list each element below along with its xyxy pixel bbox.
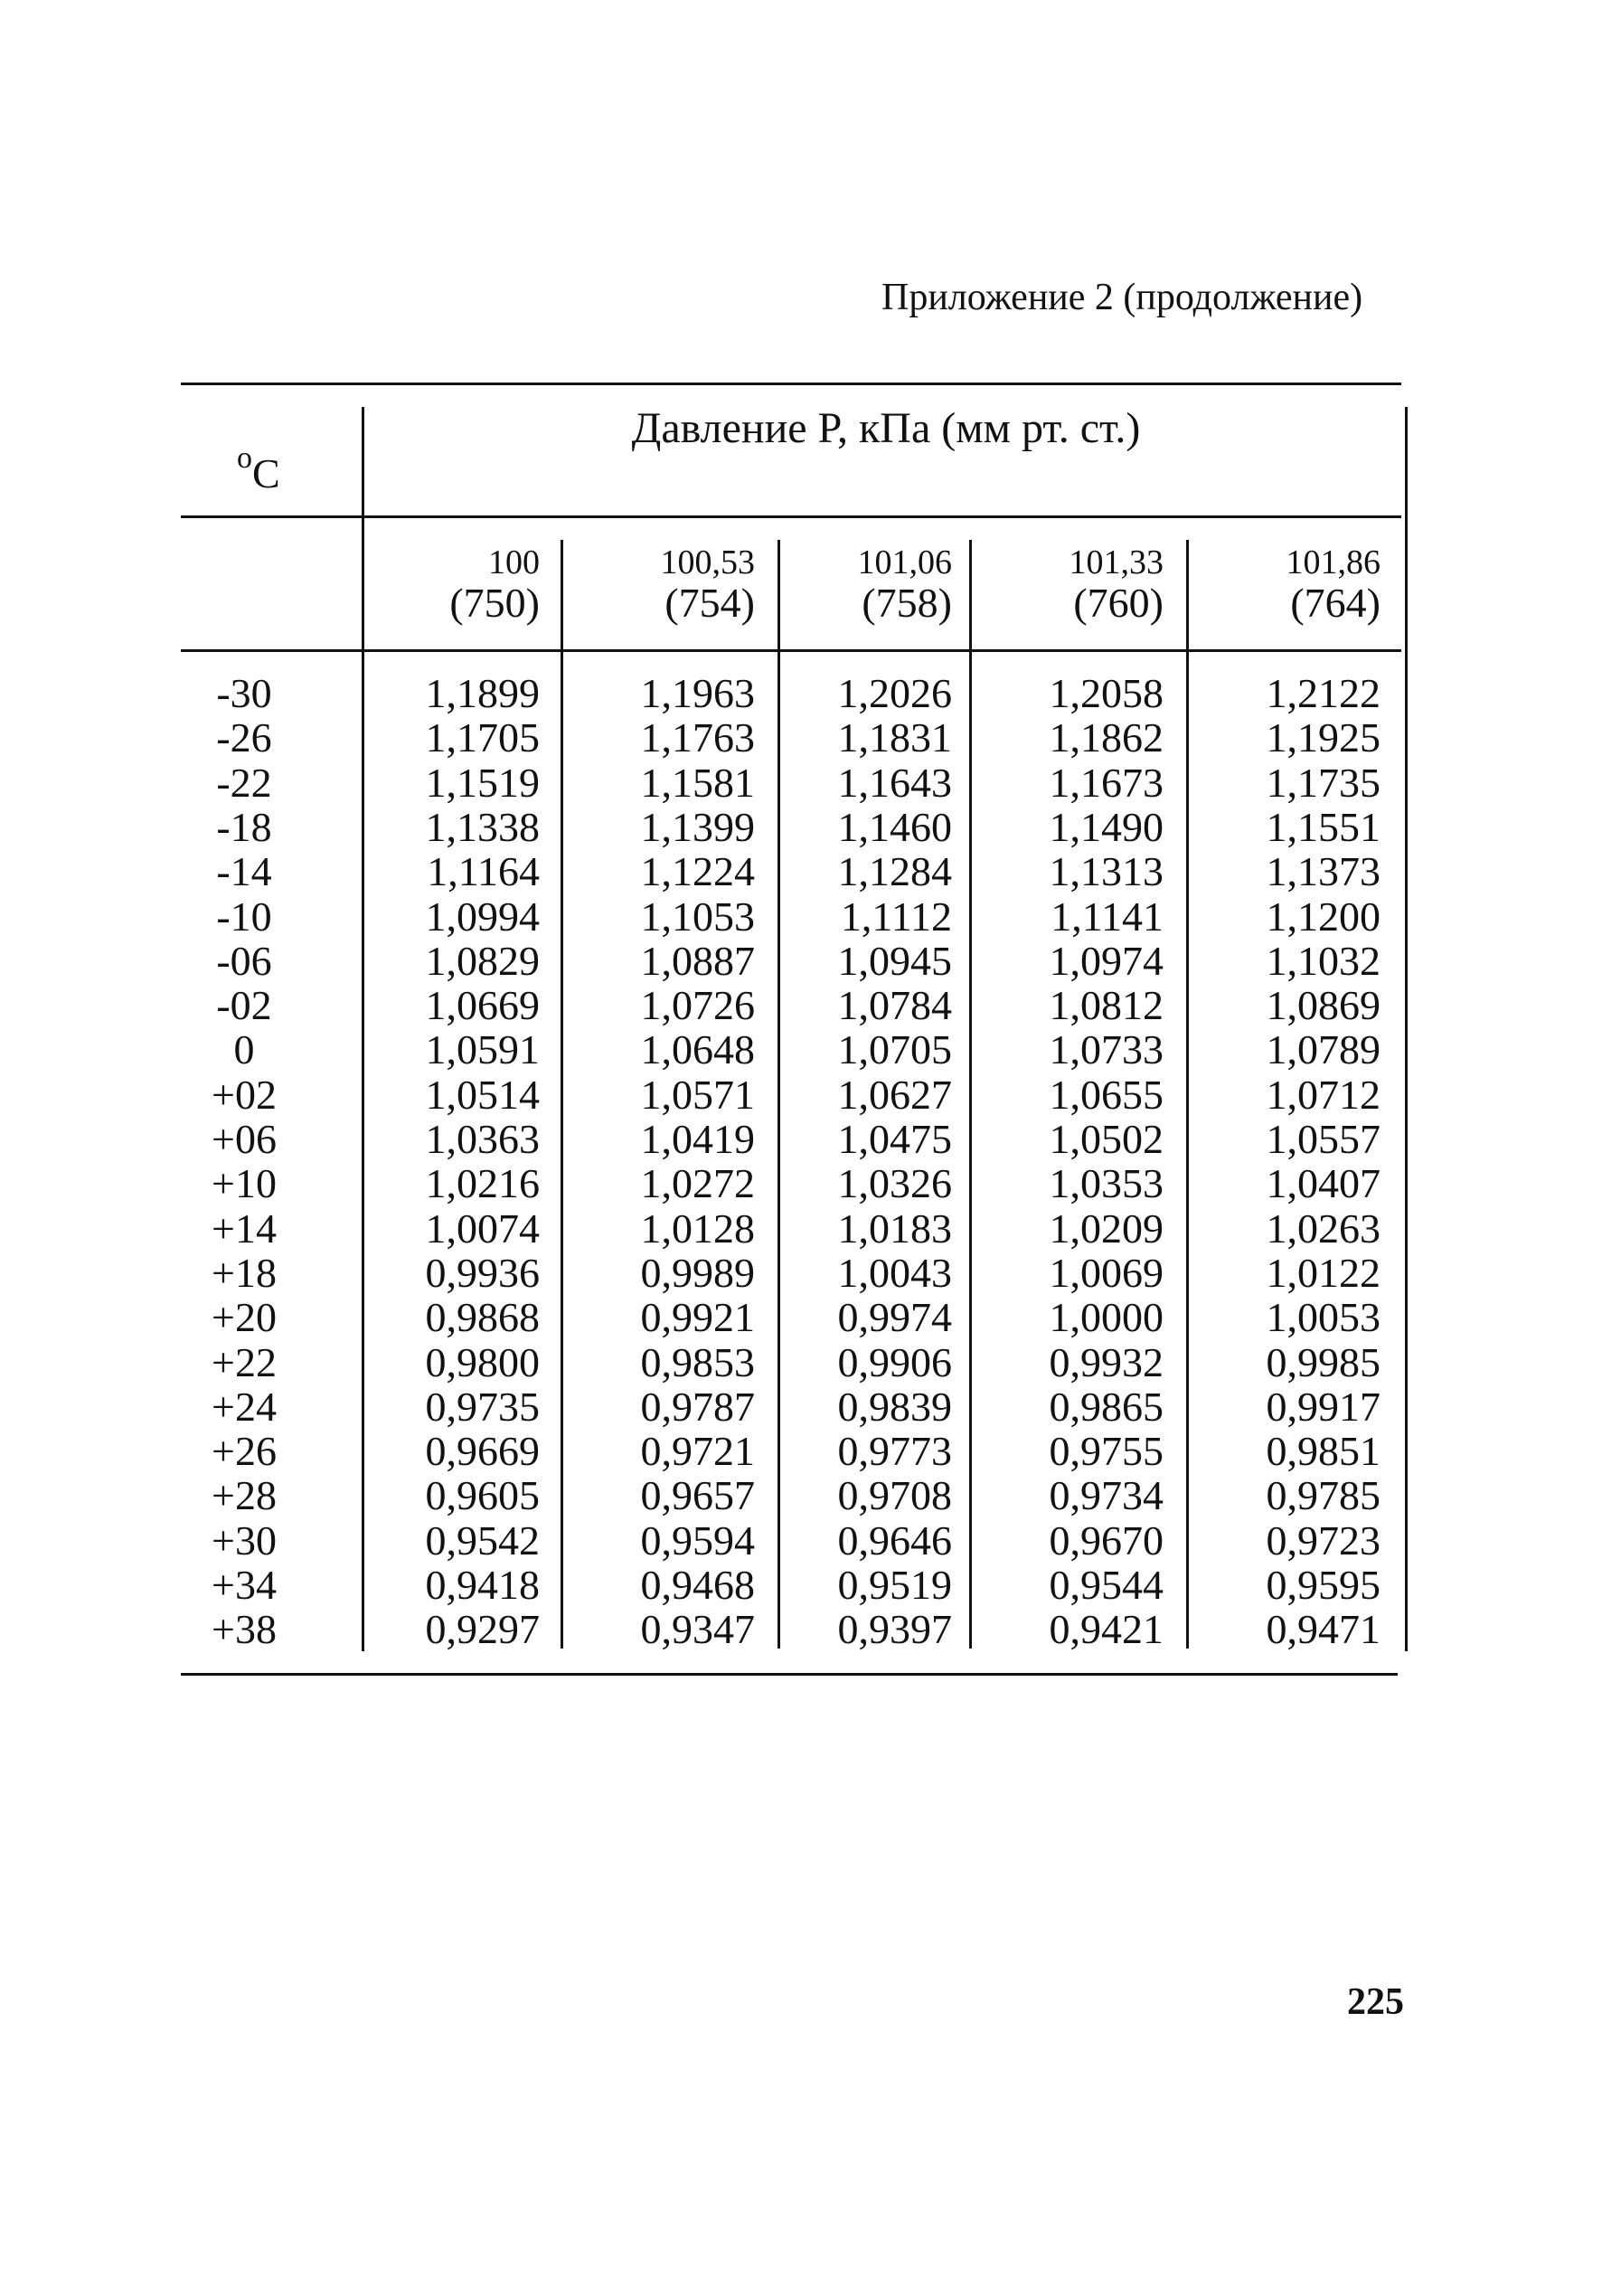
column-pressure-kpa: 101,33	[1069, 543, 1164, 581]
table-cell: 1,0326	[837, 1160, 952, 1207]
table-cell: 1,0272	[640, 1160, 755, 1207]
table-cell: 0,9787	[640, 1383, 755, 1430]
table-cell: 1,0869	[1266, 982, 1381, 1029]
table-cell: 1,0557	[1266, 1116, 1381, 1162]
appendix-title: Приложение 2 (продолжение)	[881, 277, 1363, 318]
table-cell: 0,9297	[425, 1606, 540, 1653]
table-cell: 1,0502	[1049, 1116, 1164, 1162]
table-cell: 0,9721	[640, 1428, 755, 1475]
table-cell: 1,0571	[640, 1071, 755, 1118]
table-cell: 0,9974	[837, 1294, 952, 1341]
table-cell: 0,9657	[640, 1472, 755, 1519]
table-cell: 1,1581	[640, 759, 755, 806]
temperature-label: +14	[212, 1205, 277, 1252]
column-pressure-mmhg: (754)	[664, 580, 755, 626]
table-cell: 0,9670	[1049, 1516, 1164, 1564]
table-cell: 1,1053	[640, 893, 755, 940]
table-cell: 0,9989	[640, 1249, 755, 1296]
table-cell: 0,9936	[425, 1249, 540, 1296]
table-cell: 1,0829	[425, 937, 540, 984]
table-cell: 1,1313	[1049, 848, 1164, 895]
table-cell: 1,0122	[1266, 1249, 1381, 1296]
temperature-label: +06	[212, 1116, 277, 1162]
table-cell: 1,0655	[1049, 1071, 1164, 1118]
table-cell: 1,0887	[640, 937, 755, 984]
temperature-unit-label	[237, 441, 280, 497]
table-cell: 1,0043	[837, 1249, 952, 1296]
table-cell: 1,0945	[837, 937, 952, 984]
celsius-unit: C	[252, 450, 280, 496]
table-cell: 0,9868	[425, 1294, 540, 1341]
table-cell: 1,1141	[1051, 893, 1164, 940]
table-cell: 0,9785	[1266, 1472, 1381, 1519]
temperature-label: -14	[216, 848, 272, 895]
table-cell: 1,0209	[1049, 1205, 1164, 1252]
column-rule-4	[1186, 540, 1189, 1649]
table-cell: 1,1519	[425, 759, 540, 806]
table-cell: 1,1831	[837, 714, 952, 761]
pressure-column-title: Давление P, кПа (мм рт. ст.)	[631, 404, 1141, 452]
table-cell: 1,1490	[1049, 803, 1164, 850]
table-cell: 1,0994	[425, 893, 540, 940]
table-cell: 1,0733	[1049, 1026, 1164, 1073]
table-cell: 1,1925	[1266, 714, 1381, 761]
table-cell: 0,9544	[1049, 1562, 1164, 1608]
table-cell: 0,9839	[837, 1383, 952, 1430]
table-cell: 1,0263	[1266, 1205, 1381, 1252]
temperature-label: +02	[212, 1071, 277, 1118]
table-cell: 1,0627	[837, 1071, 952, 1118]
temperature-label: +10	[212, 1160, 277, 1207]
temperature-label: -18	[216, 803, 272, 850]
table-cell: 0,9468	[640, 1562, 755, 1608]
table-top-rule	[181, 383, 1401, 385]
table-cell: 0,9985	[1266, 1338, 1381, 1385]
table-cell: 1,0789	[1266, 1026, 1381, 1073]
temperature-label: +28	[212, 1472, 277, 1519]
table-cell: 0,9865	[1049, 1383, 1164, 1430]
temperature-label: 0	[233, 1026, 255, 1073]
table-cell: 1,0216	[425, 1160, 540, 1207]
table-cell: 1,2026	[837, 670, 952, 716]
table-cell: 1,1899	[425, 670, 540, 716]
table-cell: 1,0419	[640, 1116, 755, 1162]
table-cell: 1,1551	[1266, 803, 1381, 850]
table-cell: 1,0353	[1049, 1160, 1164, 1207]
table-cell: 1,0074	[425, 1205, 540, 1252]
table-cell: 1,1862	[1049, 714, 1164, 761]
temperature-label: -30	[216, 670, 272, 716]
table-cell: 0,9921	[640, 1294, 755, 1341]
table-cell: 0,9471	[1266, 1606, 1381, 1653]
table-bottom-rule	[181, 1673, 1398, 1676]
table-cell: 0,9755	[1049, 1428, 1164, 1475]
table-cell: 1,0128	[640, 1205, 755, 1252]
column-pressure-kpa: 101,86	[1286, 543, 1381, 581]
table-cell: 1,1112	[840, 893, 952, 940]
column-rule-1	[561, 540, 563, 1649]
table-cell: 1,0591	[425, 1026, 540, 1073]
table-cell: 0,9646	[837, 1516, 952, 1564]
table-cell: 1,0974	[1049, 937, 1164, 984]
table-cell: 0,9735	[425, 1383, 540, 1430]
column-pressure-kpa: 101,06	[857, 543, 952, 581]
table-cell: 1,1673	[1049, 759, 1164, 806]
table-cell: 1,0069	[1049, 1249, 1164, 1296]
table-cell: 0,9519	[837, 1562, 952, 1608]
table-cell: 1,1032	[1266, 937, 1381, 984]
table-cell: 1,0812	[1049, 982, 1164, 1029]
table-cell: 0,9917	[1266, 1383, 1381, 1430]
table-cell: 1,0183	[837, 1205, 952, 1252]
table-cell: 1,1338	[425, 803, 540, 850]
table-cell: 1,0712	[1266, 1071, 1381, 1118]
temperature-label: +18	[212, 1249, 277, 1296]
column-rule-right-edge	[1405, 407, 1408, 1651]
table-cell: 1,1200	[1266, 893, 1381, 940]
table-cell: 1,1643	[837, 759, 952, 806]
temperature-label: +26	[212, 1428, 277, 1475]
temperature-label: +38	[212, 1606, 277, 1653]
temperature-label: +30	[212, 1516, 277, 1564]
column-pressure-kpa: 100	[488, 543, 540, 581]
table-cell: 1,0648	[640, 1026, 755, 1073]
table-cell: 0,9595	[1266, 1562, 1381, 1608]
table-cell: 0,9853	[640, 1338, 755, 1385]
temperature-label: -22	[216, 759, 272, 806]
table-cell: 0,9421	[1049, 1606, 1164, 1653]
table-cell: 1,0705	[837, 1026, 952, 1073]
table-cell: 1,0514	[425, 1071, 540, 1118]
column-pressure-mmhg: (764)	[1290, 580, 1381, 626]
table-cell: 1,0053	[1266, 1294, 1381, 1341]
table-cell: 0,9723	[1266, 1516, 1381, 1564]
table-cell: 1,1224	[640, 848, 755, 895]
table-cell: 1,0363	[425, 1116, 540, 1162]
table-cell: 1,2058	[1049, 670, 1164, 716]
column-pressure-mmhg: (760)	[1073, 580, 1164, 626]
table-cell: 1,1763	[640, 714, 755, 761]
column-pressure-mmhg: (750)	[449, 580, 540, 626]
temperature-label: -10	[216, 893, 272, 940]
table-cell: 1,1164	[427, 848, 540, 895]
table-cell: 1,1735	[1266, 759, 1381, 806]
table-cell: 0,9708	[837, 1472, 952, 1519]
table-cell: 0,9397	[837, 1606, 952, 1653]
table-cell: 1,1963	[640, 670, 755, 716]
table-cell: 1,0000	[1049, 1294, 1164, 1341]
table-cell: 0,9542	[425, 1516, 540, 1564]
table-cell: 1,0784	[837, 982, 952, 1029]
table-cell: 1,0475	[837, 1116, 952, 1162]
table-cell: 0,9906	[837, 1338, 952, 1385]
table-cell: 1,0726	[640, 982, 755, 1029]
column-rule-3	[969, 540, 972, 1649]
temperature-label: +24	[212, 1383, 277, 1430]
table-cell: 0,9594	[640, 1516, 755, 1564]
table-cell: 1,1460	[837, 803, 952, 850]
table-cell: 0,9669	[425, 1428, 540, 1475]
table-cell: 0,9347	[640, 1606, 755, 1653]
temperature-label: +34	[212, 1562, 277, 1608]
column-pressure-mmhg: (758)	[862, 580, 952, 626]
table-cell: 1,2122	[1266, 670, 1381, 716]
table-cell: 0,9851	[1266, 1428, 1381, 1475]
table-cell: 0,9418	[425, 1562, 540, 1608]
temperature-label: -26	[216, 714, 272, 761]
table-cell: 0,9800	[425, 1338, 540, 1385]
column-pressure-kpa: 100,53	[660, 543, 755, 581]
table-cell: 1,1399	[640, 803, 755, 850]
table-cell: 0,9773	[837, 1428, 952, 1475]
table-cell: 1,0407	[1266, 1160, 1381, 1207]
page-number: 225	[1347, 1981, 1404, 2023]
temperature-label: +20	[212, 1294, 277, 1341]
table-cell: 1,0669	[425, 982, 540, 1029]
table-cell: 0,9605	[425, 1472, 540, 1519]
table-cell: 1,1373	[1266, 848, 1381, 895]
table-cell: 0,9734	[1049, 1472, 1164, 1519]
temperature-label: -06	[216, 937, 272, 984]
table-cell: 0,9932	[1049, 1338, 1164, 1385]
degree-mark: o	[237, 441, 252, 475]
temperature-label: +22	[212, 1338, 277, 1385]
table-cell: 1,1705	[425, 714, 540, 761]
temperature-label: -02	[216, 982, 272, 1029]
table-cell: 1,1284	[837, 848, 952, 895]
